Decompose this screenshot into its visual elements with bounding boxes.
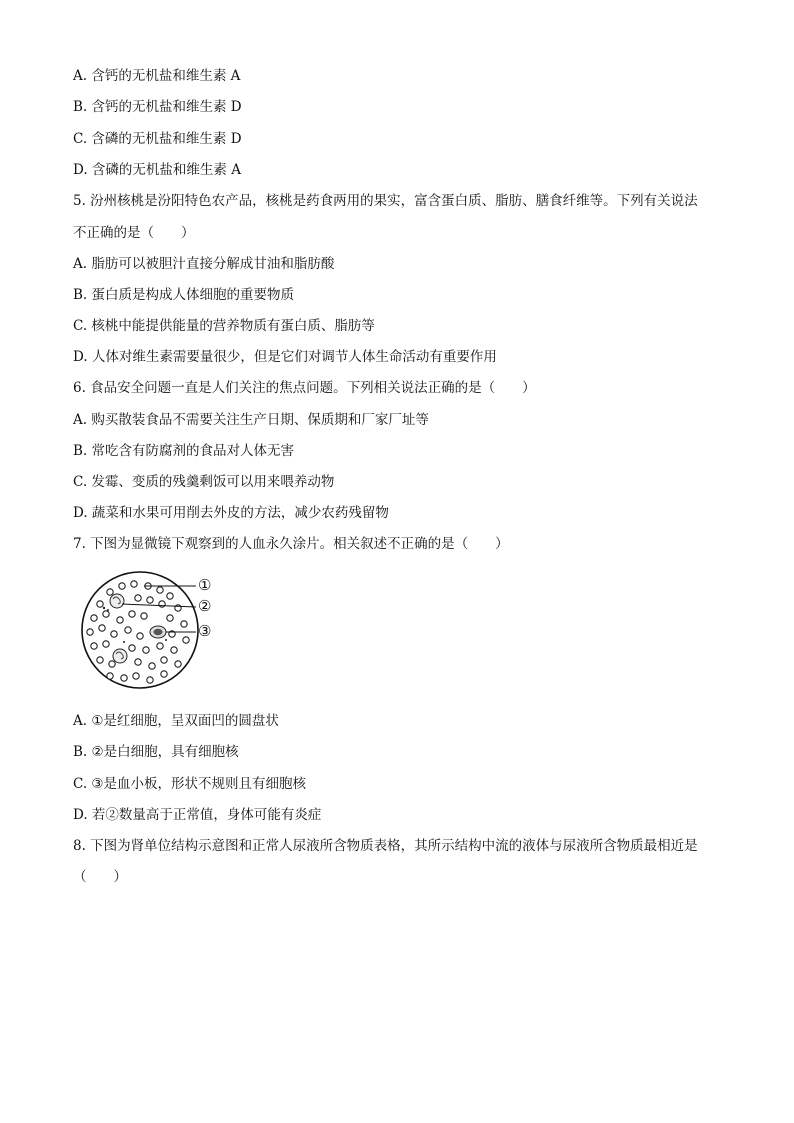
text-line-q5-option-c: C. 核桃中能提供能量的营养物质有蛋白质、脂肪等 [73,318,375,334]
text-line-q4-option-b: B. 含钙的无机盐和维生素 D [73,99,242,115]
question-8-stem: 8. 下图为肾单位结构示意图和正常人尿液所含物质表格，其所示结构中流的液体与尿液所含物质最相近是 [73,838,698,854]
text-line-q6-option-d: D. 蔬菜和水果可用削去外皮的方法，减少农药残留物 [73,505,389,521]
text-line-q7-option-a: A. ①是红细胞，呈双面凹的圆盘状 [73,713,279,729]
text-line-q5-option-a: A. 脂肪可以被胆汁直接分解成甘油和脂肪酸 [73,256,335,272]
nucleated-cell [150,626,166,638]
text-line-q5-option-d: D. 人体对维生素需要量很少，但是它们对调节人体生命活动有重要作用 [73,349,497,365]
question-8-stem-cont: （ ） [73,869,127,885]
blood-smear-figure [74,570,224,692]
question-6-stem: 6. 食品安全问题一直是人们关注的焦点问题。下列相关说法正确的是（ ） [73,380,536,396]
text-line-q4-option-a: A. 含钙的无机盐和维生素 A [73,68,241,84]
label-2: ② [198,597,212,615]
label-1: ① [198,576,212,594]
question-7-stem: 7. 下图为显微镜下观察到的人血永久涂片。相关叙述不正确的是（ ） [73,536,509,552]
text-line-q4-option-d: D. 含磷的无机盐和维生素 A [73,162,241,178]
label-3: ③ [198,622,212,640]
text-line-q5-option-b: B. 蛋白质是构成人体细胞的重要物质 [73,287,295,303]
question-5-stem: 5. 汾州核桃是汾阳特色农产品，核桃是药食两用的果实，富含蛋白质、脂肪、膳食纤维等。下列有关说法 [73,193,698,209]
text-line-q6-option-a: A. 购买散装食品不需要关注生产日期、保质期和厂家厂址等 [73,412,429,428]
text-line-q7-option-d: D. 若②数量高于正常值，身体可能有炎症 [73,807,322,823]
text-line-q6-option-c: C. 发霉、变质的残羹剩饭可以用来喂养动物 [73,474,335,490]
text-line-q7-option-c: C. ③是血小板，形状不规则且有细胞核 [73,776,307,792]
question-5-stem-cont: 不正确的是（ ） [73,225,195,241]
text-line-q6-option-b: B. 常吃含有防腐剂的食品对人体无害 [73,443,295,459]
text-line-q4-option-c: C. 含磷的无机盐和维生素 D [73,131,242,147]
text-line-q7-option-b: B. ②是白细胞，具有细胞核 [73,744,239,760]
